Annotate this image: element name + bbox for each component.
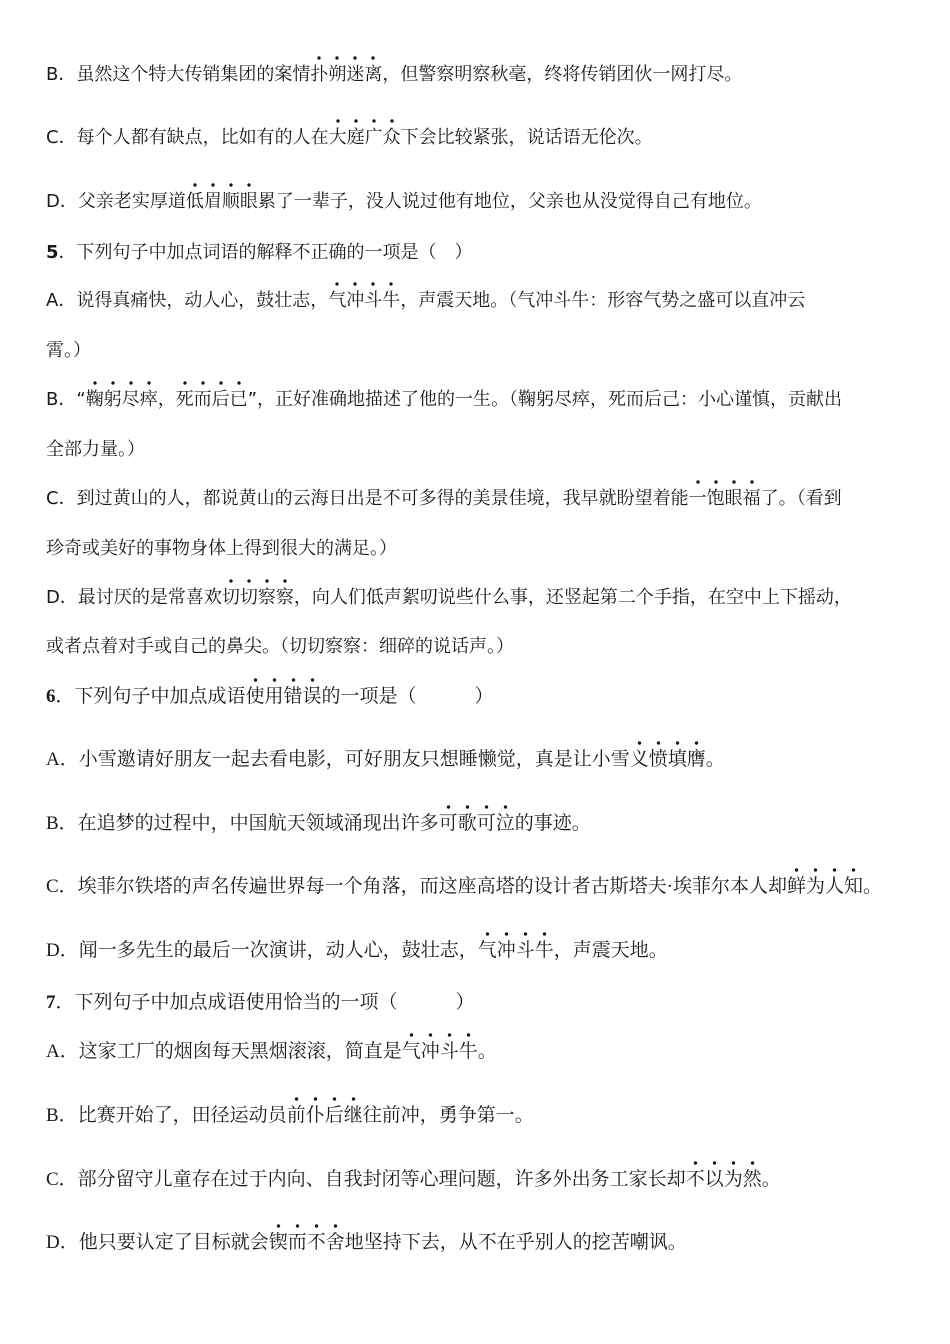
q5-option-b: B．“鞠躬尽瘁，死而后已”，正好准确地描述了他的一生。（鞠躬尽瘁，死而后己：小心谨慎，贡献出 bbox=[46, 387, 842, 413]
q6-option-c: C．埃菲尔铁塔的声名传遍世界每一个角落，而这座高塔的设计者古斯塔夫·埃菲尔本人却鲜为人知。 bbox=[46, 874, 882, 900]
q4-option-b: B．虽然这个特大传销集团的案情扑朔迷离，但警察明察秋毫，终将传销团伙一网打尽。 bbox=[46, 62, 742, 88]
emphasis-dots: 鲜为人知 bbox=[787, 874, 863, 900]
emphasis-dots: 死而后已 bbox=[176, 387, 248, 413]
emphasis-dots: 大庭广众 bbox=[329, 125, 401, 151]
emphasis-dots: 鞠躬尽瘁 bbox=[86, 387, 158, 413]
emphasis-dots: 一饱眼福 bbox=[689, 486, 761, 512]
q7-option-b: B．比赛开始了，田径运动员前仆后继往前冲，勇争第一。 bbox=[46, 1103, 534, 1129]
q5-option-c-cont: 珍奇或美好的事物身体上得到很大的满足。） bbox=[46, 538, 397, 559]
q5-option-b-cont: 全部力量。） bbox=[46, 439, 145, 460]
q7-option-c: C．部分留守儿童存在过于内向、自我封闭等心理问题，许多外出务工家长却不以为然。 bbox=[46, 1167, 781, 1193]
emphasis-dots: 可歌可泣 bbox=[439, 811, 515, 837]
q6-stem: 6．下列句子中加点成语使用错误的一项是（ ） bbox=[46, 684, 494, 710]
q4-option-d: D．父亲老实厚道低眉顺眼累了一辈子，没人说过他有地位，父亲也从没觉得自己有地位。 bbox=[46, 189, 762, 215]
emphasis-dots: 锲而不舍 bbox=[269, 1230, 345, 1256]
q5-option-c: C．到过黄山的人，都说黄山的云海日出是不可多得的美景佳境，我早就盼望着能一饱眼福了。（看到 bbox=[46, 486, 842, 512]
emphasis-dots: 不以为然 bbox=[686, 1167, 762, 1193]
q7-option-a: A．这家工厂的烟囱每天黑烟滚滚，简直是气冲斗牛。 bbox=[46, 1039, 497, 1065]
emphasis-dots: 切切察察 bbox=[222, 585, 294, 611]
q5-stem: 5．下列句子中加点词语的解释不正确的一项是（ ） bbox=[46, 242, 473, 263]
emphasis-dots: 低眉顺眼 bbox=[186, 189, 258, 215]
q7-option-d: D．他只要认定了目标就会锲而不舍地坚持下去，从不在乎别人的挖苦嘲讽。 bbox=[46, 1230, 687, 1256]
q6-option-b: B．在追梦的过程中，中国航天领域涌现出许多可歌可泣的事迹。 bbox=[46, 811, 591, 837]
emphasis-dots: 气冲斗牛 bbox=[402, 1039, 478, 1065]
q5-option-a: A．说得真痛快，动人心，鼓壮志，气冲斗牛，声震天地。（气冲斗牛：形容气势之盛可以直冲云 bbox=[46, 288, 805, 314]
emphasis-dots: 气冲斗牛 bbox=[328, 288, 400, 314]
emphasis-dots: 前仆后继 bbox=[287, 1103, 363, 1129]
q4-option-c: C．每个人都有缺点，比如有的人在大庭广众下会比较紧张，说话语无伦次。 bbox=[46, 125, 653, 151]
q5-option-d: D．最讨厌的是常喜欢切切察察，向人们低声絮叨说些什么事，还竖起第二个手指，在空中上下摇动， bbox=[46, 585, 852, 611]
q6-option-d: D．闻一多先生的最后一次演讲，动人心，鼓壮志，气冲斗牛，声震天地。 bbox=[46, 938, 668, 964]
q5-option-d-cont: 或者点着对手或自己的鼻尖。（切切察察：细碎的说话声。） bbox=[46, 636, 514, 657]
q5-option-a-cont: 霄。） bbox=[46, 340, 91, 361]
emphasis-dots: 气冲斗牛 bbox=[478, 938, 554, 964]
emphasis-dots: 义愤填膺 bbox=[630, 747, 706, 773]
q6-option-a: A．小雪邀请好朋友一起去看电影，可好朋友只想睡懒觉，真是让小雪义愤填膺。 bbox=[46, 747, 725, 773]
emphasis-dots: 扑朔迷离 bbox=[310, 62, 382, 88]
emphasis-dots: 使用错误 bbox=[246, 684, 322, 710]
q7-stem: 7．下列句子中加点成语使用恰当的一项（ ） bbox=[46, 992, 475, 1013]
